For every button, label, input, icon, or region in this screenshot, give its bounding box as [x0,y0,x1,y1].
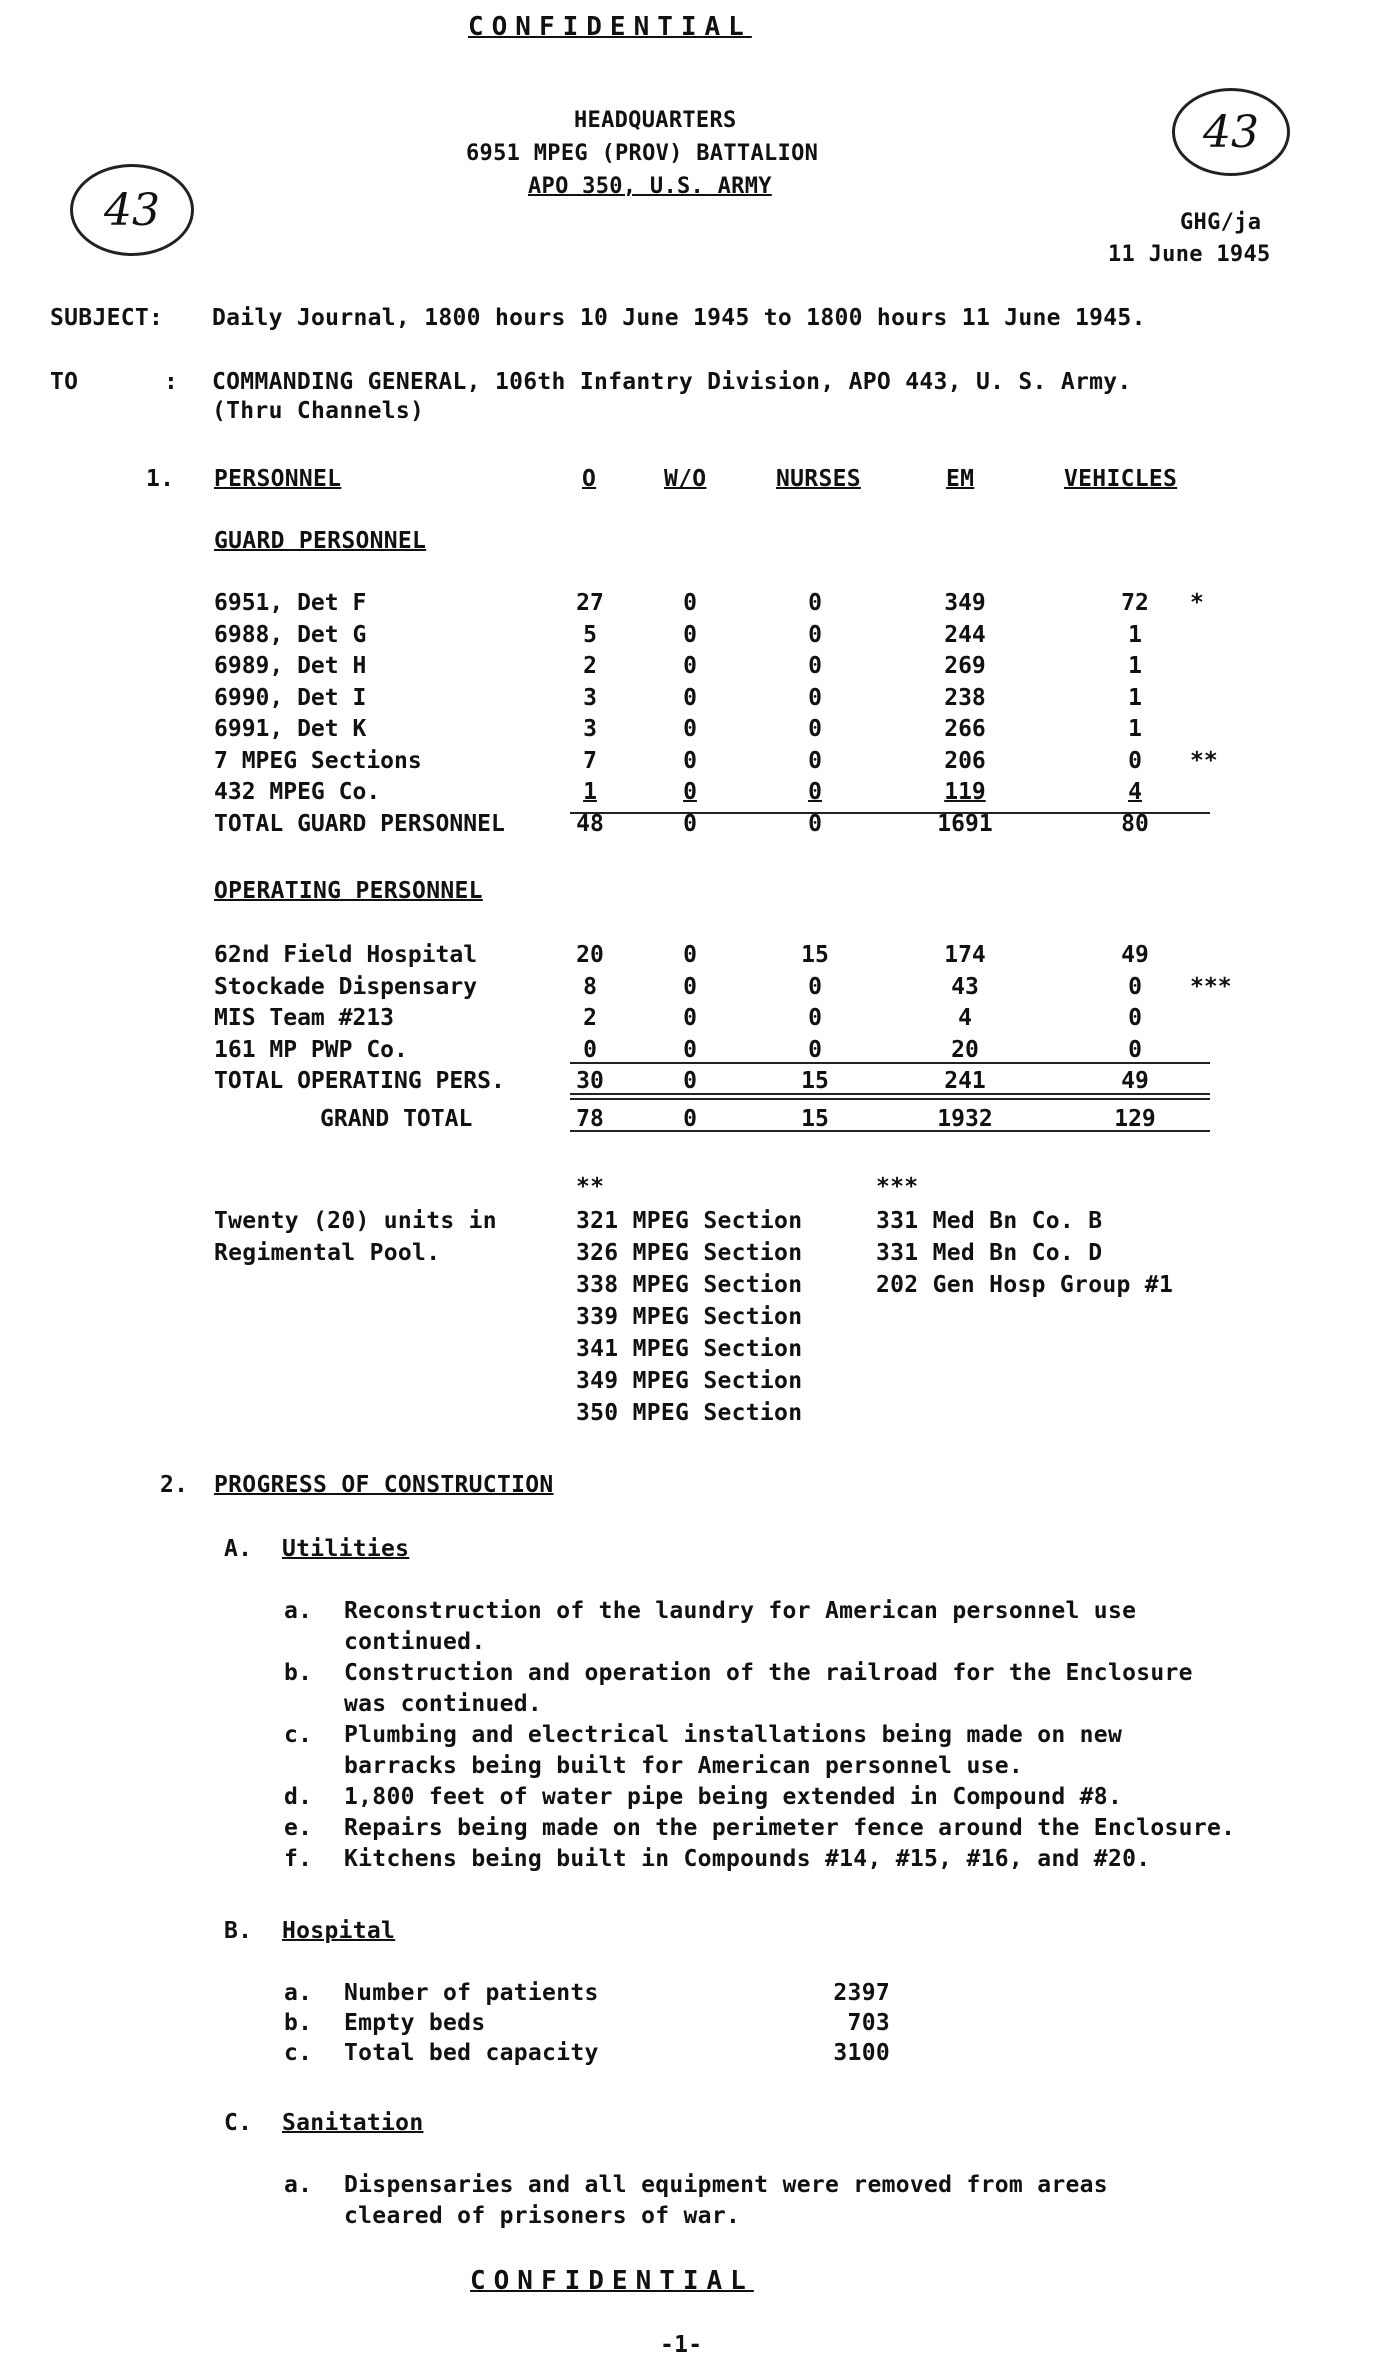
hospital-item-letter: c. [284,2040,313,2066]
to-line-1: COMMANDING GENERAL, 106th Infantry Division, APO 443, U. S. Army. [212,369,1132,395]
cell-em: 244 [944,621,986,648]
cell-wo: 0 [683,1005,697,1031]
cell-name: 6990, Det I [214,684,367,711]
utilities-item-text: Plumbing and electrical installations being made on new [344,1722,1123,1748]
cell-name: GRAND TOTAL [320,1106,473,1132]
cell-name: Stockade Dispensary [214,973,478,1000]
cell-vehicles: 80 [1121,810,1149,837]
operating-row [0,1003,1376,1034]
cell-wo: 0 [683,942,697,968]
sanitation-item-letter: a. [284,2172,313,2198]
cell-em: 174 [944,942,986,968]
cell-wo: 0 [683,684,697,711]
header-line-3: APO 350, U.S. ARMY [528,174,772,199]
note-mid-item: 339 MPEG Section [576,1304,803,1330]
utilities-item-text: Repairs being made on the perimeter fence around the Enclosure. [344,1815,1236,1841]
cell-name: 6991, Det K [214,716,367,742]
sanitation-item-text: Dispensaries and all equipment were removed from areas [344,2172,1108,2198]
operating-rule-2 [570,1093,1210,1095]
utilities-item-text: Construction and operation of the railroad for the Enclosure [344,1660,1193,1686]
cell-nurses: 15 [801,1106,829,1132]
operating-row [0,972,1376,1003]
cell-name: 7 MPEG Sections [214,747,422,774]
cell-name: TOTAL GUARD PERSONNEL [214,810,505,837]
cell-vehicles: 72 [1121,590,1149,616]
cell-o: 3 [583,716,597,742]
cell-o: 30 [576,1068,604,1094]
cell-nurses: 0 [808,1036,822,1063]
cell-o: 8 [583,973,597,1000]
cell-vehicles: 0 [1128,1005,1142,1031]
utilities-item-text: was continued. [344,1691,543,1717]
note-mid-item: 321 MPEG Section [576,1208,803,1234]
cell-vehicles: 0 [1128,973,1142,1000]
cell-em: 43 [951,973,979,1000]
guard-total-rule [570,812,1210,814]
margin-number-right-text: 43 [1203,106,1259,158]
cell-vehicles: 1 [1128,716,1142,742]
margin-number-right [1172,88,1290,176]
hospital-item-label: Number of patients [344,1980,599,2006]
hospital-item-letter: a. [284,1980,313,2006]
cell-vehicles: 49 [1121,942,1149,968]
cell-em: 119 [944,779,986,805]
cell-wo: 0 [683,810,697,837]
guard-row [0,746,1376,777]
operating-row [0,940,1376,971]
cell-name: MIS Team #213 [214,1005,395,1031]
hospital-item-letter: b. [284,2010,313,2036]
cell-o: 5 [583,621,597,648]
cell-o: 7 [583,747,597,774]
utilities-item-letter: d. [284,1784,313,1810]
operating-personnel-title: OPERATING PERSONNEL [214,878,483,904]
operating-row [0,1035,1376,1066]
cell-nurses: 0 [808,684,822,711]
cell-vehicles: 0 [1128,1036,1142,1063]
sanitation-letter: C. [224,2110,253,2136]
utilities-item-letter: e. [284,1815,313,1841]
guard-personnel-title: GUARD PERSONNEL [214,528,427,554]
guard-row [0,683,1376,714]
cell-em: 238 [944,684,986,711]
hospital-item-value: 703 [847,2010,890,2036]
cell-wo: 0 [683,1036,697,1063]
utilities-letter: A. [224,1536,253,1562]
note-left-line-1: Twenty (20) units in [214,1208,497,1234]
cell-o: 2 [583,1005,597,1031]
cell-o: 48 [576,810,604,837]
guard-row [0,777,1376,808]
section-2-number: 2. [160,1472,189,1498]
utilities-item-text: continued. [344,1629,486,1655]
cell-wo: 0 [683,973,697,1000]
cell-wo: 0 [683,653,697,679]
cell-wo: 0 [683,621,697,648]
note-right-item: 331 Med Bn Co. D [876,1240,1103,1266]
cell-nurses: 0 [808,621,822,648]
hospital-item-label: Empty beds [344,2010,486,2036]
col-header-nurses: NURSES [776,466,861,492]
utilities-item-letter: f. [284,1846,313,1872]
hospital-item-label: Total bed capacity [344,2040,599,2066]
cell-o: 27 [576,590,604,616]
cell-o: 0 [583,1036,597,1063]
cell-vehicles: 129 [1114,1106,1156,1132]
subject-text: Daily Journal, 1800 hours 10 June 1945 to 1800 hours 11 June 1945. [212,305,1146,331]
cell-vehicles: 0 [1128,747,1142,774]
cell-vehicles: 4 [1128,779,1142,805]
header-line-1: HEADQUARTERS [574,108,737,133]
col-header-vehicles: VEHICLES [1064,466,1178,492]
cell-nurses: 0 [808,653,822,679]
cell-name: TOTAL OPERATING PERS. [214,1068,505,1094]
hospital-item-value: 3100 [833,2040,890,2066]
cell-em: 241 [944,1068,986,1094]
cell-footnote-mark: *** [1190,973,1232,1000]
utilities-item-letter: b. [284,1660,313,1686]
cell-wo: 0 [683,1068,697,1094]
sanitation-title: Sanitation [282,2110,424,2136]
cell-o: 1 [583,779,597,805]
utilities-item-text: 1,800 feet of water pipe being extended in Compound #8. [344,1784,1123,1810]
sanitation-item-text: cleared of prisoners of war. [344,2203,741,2229]
cell-vehicles: 49 [1121,1068,1149,1094]
cell-footnote-mark: * [1190,590,1204,616]
section-1-number: 1. [146,466,175,492]
cell-vehicles: 1 [1128,653,1142,679]
cell-nurses: 0 [808,779,822,805]
guard-row [0,620,1376,651]
utilities-item-text: barracks being built for American personnel use. [344,1753,1024,1779]
cell-em: 1691 [937,810,993,837]
cell-nurses: 0 [808,590,822,616]
utilities-item-text: Kitchens being built in Compounds #14, #15, #16, and #20. [344,1846,1151,1872]
note-left-line-2: Regimental Pool. [214,1240,441,1266]
col-header-wo: W/O [664,466,707,492]
cell-wo: 0 [683,747,697,774]
cell-wo: 0 [683,716,697,742]
margin-number-left [70,164,194,256]
guard-row [0,588,1376,619]
cell-footnote-mark: ** [1190,747,1218,774]
note-right-item: 202 Gen Hosp Group #1 [876,1272,1174,1298]
grand-total-row [0,1104,1376,1135]
note-mid-item: 338 MPEG Section [576,1272,803,1298]
to-colon: : [164,369,179,395]
header-line-2: 6951 MPEG (PROV) BATTALION [466,141,819,166]
note-right-item: 331 Med Bn Co. B [876,1208,1103,1234]
utilities-item-text: Reconstruction of the laundry for American personnel use [344,1598,1137,1624]
utilities-item-letter: c. [284,1722,313,1748]
hospital-title: Hospital [282,1918,396,1944]
cell-em: 266 [944,716,986,742]
note-mid-item: 326 MPEG Section [576,1240,803,1266]
note-mid-item: 349 MPEG Section [576,1368,803,1394]
cell-o: 78 [576,1106,604,1132]
page-number: -1- [660,2332,703,2358]
cell-name: 161 MP PWP Co. [214,1036,408,1063]
cell-nurses: 0 [808,716,822,742]
classification-top: CONFIDENTIAL [468,12,752,42]
margin-number-left-text: 43 [104,184,160,236]
cell-em: 20 [951,1036,979,1063]
cell-nurses: 0 [808,810,822,837]
operating-rule-1 [570,1062,1210,1064]
hospital-letter: B. [224,1918,253,1944]
note-right-mark: *** [876,1174,919,1200]
subject-label: SUBJECT: [50,305,164,331]
note-mid-item: 350 MPEG Section [576,1400,803,1426]
utilities-item-letter: a. [284,1598,313,1624]
cell-name: 432 MPEG Co. [214,779,381,805]
utilities-title: Utilities [282,1536,410,1562]
cell-em: 269 [944,653,986,679]
cell-em: 1932 [937,1106,993,1132]
guard-row [0,714,1376,745]
cell-vehicles: 1 [1128,621,1142,648]
cell-wo: 0 [683,590,697,616]
note-mid-item: 341 MPEG Section [576,1336,803,1362]
header-ref: GHG/ja [1180,210,1262,235]
hospital-item-value: 2397 [833,1980,890,2006]
cell-o: 20 [576,942,604,968]
cell-o: 2 [583,653,597,679]
classification-bottom: CONFIDENTIAL [470,2266,754,2296]
to-line-2: (Thru Channels) [212,398,425,424]
note-mid-mark: ** [576,1174,605,1200]
cell-em: 349 [944,590,986,616]
cell-nurses: 0 [808,747,822,774]
col-header-em: EM [946,466,975,492]
cell-nurses: 15 [801,942,829,968]
cell-name: 62nd Field Hospital [214,942,478,968]
cell-wo: 0 [683,1106,697,1132]
cell-nurses: 0 [808,1005,822,1031]
guard-row [0,651,1376,682]
cell-o: 3 [583,684,597,711]
cell-name: 6989, Det H [214,653,367,679]
cell-vehicles: 1 [1128,684,1142,711]
cell-name: 6951, Det F [214,590,367,616]
cell-nurses: 0 [808,973,822,1000]
header-date: 11 June 1945 [1108,242,1271,267]
col-header-o: O [582,466,597,492]
construction-title: PROGRESS OF CONSTRUCTION [214,1472,554,1498]
cell-em: 4 [958,1005,972,1031]
cell-name: 6988, Det G [214,621,367,648]
to-label: TO [50,369,79,395]
personnel-title: PERSONNEL [214,466,342,492]
cell-nurses: 15 [801,1068,829,1094]
cell-em: 206 [944,747,986,774]
cell-wo: 0 [683,779,697,805]
operating-rule-3 [570,1098,1210,1100]
